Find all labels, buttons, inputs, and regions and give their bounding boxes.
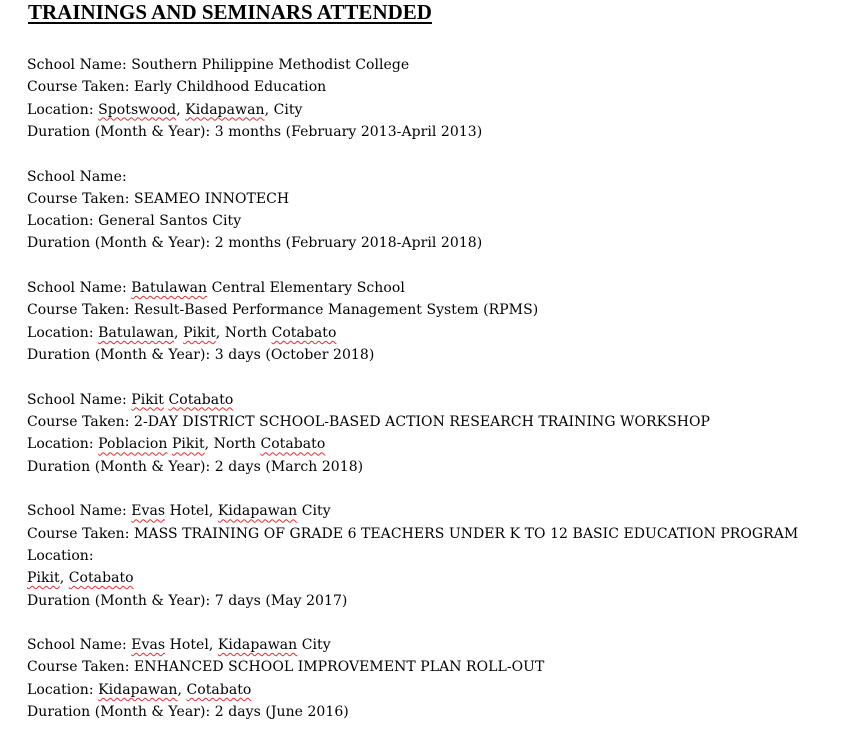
- location-value: Cotabato: [260, 436, 326, 453]
- location-line: [27, 99, 862, 121]
- course-taken-value: SEAMEO INNOTECH: [134, 190, 290, 207]
- location-label: Location:: [27, 213, 99, 230]
- duration-label: Duration (Month & Year):: [27, 235, 215, 252]
- duration-line: [27, 344, 862, 366]
- school-name-line: [27, 634, 862, 656]
- school-name-line: [27, 277, 862, 299]
- duration-line: [27, 121, 862, 143]
- location-value: ,: [59, 570, 69, 587]
- school-name-line: [27, 389, 862, 411]
- course-taken-label: Course Taken:: [27, 302, 135, 319]
- course-taken-value: ENHANCED SCHOOL IMPROVEMENT PLAN ROLL-OUT: [134, 659, 545, 676]
- location-label: Location:: [27, 436, 99, 453]
- location-value: Pikit: [171, 436, 205, 453]
- location-value: ,: [174, 324, 184, 341]
- course-taken-label: Course Taken:: [27, 190, 135, 207]
- duration-value: 3 months (February 2013-April 2013): [214, 123, 483, 140]
- school-name-value: Evas: [131, 503, 166, 520]
- duration-label: Duration (Month & Year):: [27, 458, 215, 475]
- duration-line: [27, 232, 862, 254]
- school-name-label: School Name:: [27, 637, 132, 654]
- location-value: Kidapawan: [98, 681, 178, 698]
- location-value: Pikit: [183, 324, 216, 341]
- duration-value: 7 days (May 2017): [214, 592, 348, 609]
- location-line: [27, 210, 862, 232]
- duration-value: 2 days (March 2018): [214, 458, 364, 475]
- duration-label: Duration (Month & Year):: [27, 704, 215, 721]
- training-entry: [27, 389, 862, 478]
- duration-value: 3 days (October 2018): [214, 347, 375, 364]
- location-value: Cotabato: [271, 324, 337, 341]
- duration-label: Duration (Month & Year):: [27, 123, 215, 140]
- school-name-value: Batulawan: [131, 280, 208, 297]
- course-taken-label: Course Taken:: [27, 659, 135, 676]
- course-taken-label: Course Taken:: [27, 414, 135, 431]
- location-label: Location:: [27, 681, 99, 698]
- duration-value: 2 months (February 2018-April 2018): [214, 235, 483, 252]
- location-value: Spotswood: [98, 101, 177, 118]
- school-name-label: School Name:: [27, 391, 132, 408]
- school-name-value: Hotel,: [165, 503, 218, 520]
- school-name-line: [27, 54, 862, 76]
- location-value: ,: [177, 681, 187, 698]
- location-value: ,: [176, 101, 186, 118]
- training-entry: [27, 277, 862, 366]
- training-list: [27, 54, 862, 746]
- school-name-value: Southern Philippine Methodist College: [131, 57, 410, 73]
- location-line: [27, 433, 862, 455]
- location-value: Cotabato: [186, 681, 252, 698]
- location-label: Location:: [27, 324, 99, 341]
- school-name-value: City: [297, 637, 331, 654]
- location-value: , North: [204, 436, 261, 453]
- location-line: [27, 679, 862, 701]
- location-value: Pikit: [27, 570, 60, 587]
- location-value: Cotabato: [68, 570, 134, 587]
- training-entry: [27, 54, 862, 143]
- school-name-value: Pikit: [131, 391, 164, 408]
- location-value: Batulawan: [98, 324, 175, 341]
- duration-line: [27, 701, 862, 723]
- course-taken-label: Course Taken:: [27, 79, 135, 96]
- location-value: Kidapawan: [185, 101, 265, 118]
- school-name-value: Central Elementary School: [207, 280, 405, 297]
- location-value: Poblacion: [98, 436, 168, 453]
- school-name-value: City: [297, 503, 331, 520]
- training-entry: [27, 634, 862, 723]
- location-value: , North: [215, 324, 272, 341]
- course-taken-line: [27, 188, 862, 210]
- duration-line: [27, 590, 862, 612]
- school-name-label: School Name:: [27, 503, 132, 520]
- course-taken-value: Result-Based Performance Management System (RPMS): [134, 302, 539, 319]
- school-name-line: [27, 500, 862, 522]
- school-name-label: School Name:: [27, 168, 127, 185]
- training-entry: [27, 166, 862, 255]
- duration-line: [27, 456, 862, 478]
- page-title: TRAININGS AND SEMINARS ATTENDED: [28, 0, 432, 24]
- location-line: [27, 322, 862, 344]
- course-taken-line: [27, 656, 862, 678]
- course-taken-value: 2-DAY DISTRICT SCHOOL-BASED ACTION RESEARCH TRAINING WORKSHOP: [134, 414, 711, 431]
- school-name-line: [27, 166, 862, 188]
- school-name-value: Cotabato: [168, 391, 234, 408]
- duration-label: Duration (Month & Year):: [27, 592, 215, 609]
- course-taken-line: [27, 299, 862, 321]
- duration-label: Duration (Month & Year):: [27, 347, 215, 364]
- school-name-label: School Name:: [27, 57, 132, 73]
- school-name-value: Kidapawan: [217, 637, 298, 654]
- location-label: Location:: [27, 547, 94, 564]
- course-taken-value: MASS TRAINING OF GRADE 6 TEACHERS UNDER K TO 12 BASIC EDUCATION PROGRAM: [134, 525, 799, 542]
- course-taken-line: [27, 523, 862, 590]
- course-taken-line: [27, 76, 862, 98]
- school-name-label: School Name:: [27, 280, 132, 297]
- location-value: , City: [264, 101, 303, 118]
- duration-value: 2 days (June 2016): [214, 704, 349, 721]
- course-taken-label: Course Taken:: [27, 525, 135, 542]
- course-taken-line: [27, 411, 862, 433]
- location-value: General Santos City: [98, 213, 242, 230]
- course-taken-value: Early Childhood Education: [134, 79, 327, 96]
- location-label: Location:: [27, 101, 99, 118]
- school-name-value: Hotel,: [165, 637, 218, 654]
- training-entry: [27, 500, 862, 611]
- school-name-value: Evas: [131, 637, 166, 654]
- school-name-value: Kidapawan: [217, 503, 298, 520]
